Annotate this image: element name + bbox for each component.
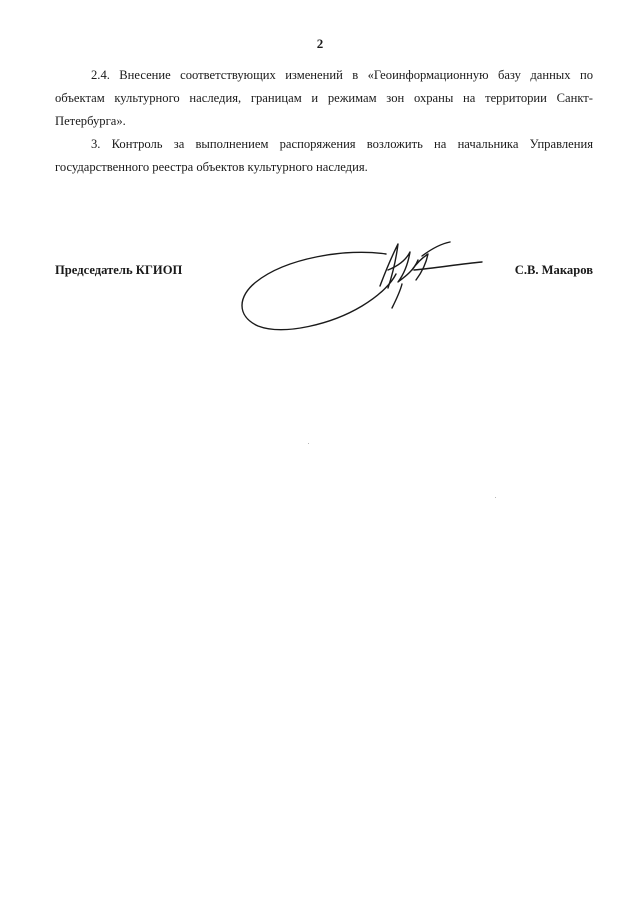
document-body [55, 64, 593, 179]
scan-speck [308, 443, 309, 444]
paragraph-2-4: 2.4. Внесение соответствующих изменений в «Геоинформационную базу данных по объектам культурного наследия, границам и режимам зон охраны на территории Санкт-Петербурга». [55, 68, 593, 128]
signatory-name: С.В. Макаров [514, 263, 593, 277]
scan-speck [495, 497, 496, 498]
paragraph-3: 3. Контроль за выполнением распоряжения возложить на начальника Управления государственного реестра объектов культурного наследия. [55, 137, 593, 174]
signatory-title: Председатель КГИОП [55, 263, 183, 277]
page-number: 2 [316, 36, 324, 51]
handwritten-signature-icon [236, 230, 486, 340]
signature-block [55, 263, 593, 283]
